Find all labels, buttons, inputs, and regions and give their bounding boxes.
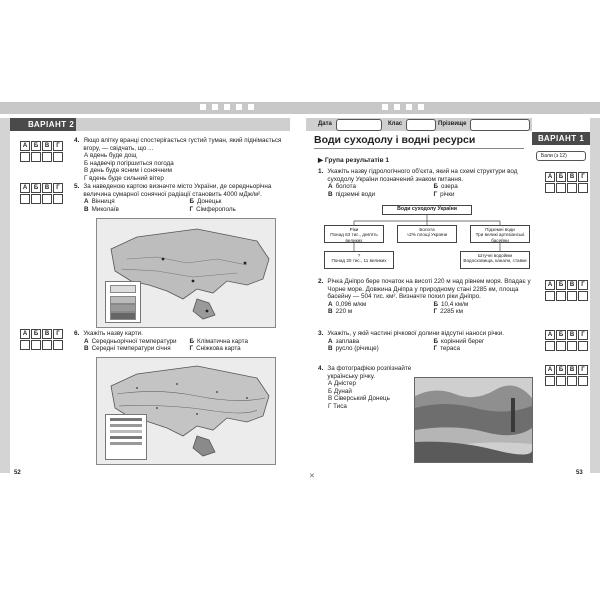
left-variant-tab <box>10 118 76 131</box>
question-text: Якщо влітку вранці спостерігається густий туман, який піднімається вгору, — свідчать, що ... <box>83 137 282 152</box>
question-number: 1. <box>318 168 324 175</box>
answer-letter: Г <box>578 365 588 375</box>
answer-letter: А <box>545 172 555 182</box>
answer-box-q5[interactable] <box>20 183 63 204</box>
option-d[interactable]: Г Сімферополь <box>189 205 236 213</box>
answer-letter: А <box>545 280 555 290</box>
option-b[interactable]: Б Кліматична карта <box>189 337 248 345</box>
option-c[interactable]: В Середні температури січня <box>84 345 171 353</box>
right-page-edge <box>590 118 600 473</box>
answer-box-q4[interactable] <box>20 141 63 162</box>
group-heading-text: Група результатів 1 <box>324 157 390 164</box>
option-d[interactable]: Г річки <box>433 190 455 198</box>
surname-field[interactable] <box>470 119 530 131</box>
top-decor-band <box>0 102 600 114</box>
divider <box>314 148 524 149</box>
decor-square <box>212 104 218 110</box>
answer-letter: Б <box>556 172 566 182</box>
left-question-6 <box>74 330 289 353</box>
option-a[interactable]: А вдень буде дощ <box>84 152 137 160</box>
answer-box-r3[interactable] <box>545 330 588 351</box>
decor-square <box>406 104 412 110</box>
option-b[interactable]: Б надвечір погіршиться погода <box>84 159 174 167</box>
decor-square <box>224 104 230 110</box>
answer-letter: Г <box>53 141 63 151</box>
option-d[interactable]: Г Тиса <box>328 402 347 410</box>
option-a[interactable]: А Вінниця <box>84 198 115 206</box>
decor-square <box>418 104 424 110</box>
left-question-4 <box>74 137 289 183</box>
option-a[interactable]: А Середньорічної температури <box>84 337 177 345</box>
class-field[interactable] <box>406 119 436 131</box>
diagram-box-artificial: Штучні водойми Водосховища, канали, ставки <box>460 251 530 269</box>
answer-letter: В <box>567 365 577 375</box>
left-page-edge <box>0 118 10 473</box>
answer-letter: Г <box>578 330 588 340</box>
score-label: Бали (з 12) <box>541 153 567 159</box>
decor-square <box>382 104 388 110</box>
class-label: Клас <box>388 121 403 127</box>
right-variant-label: ВАРІАНТ 1 <box>538 134 585 143</box>
answer-letter: В <box>42 183 52 193</box>
option-d[interactable]: Г 2285 км <box>433 308 463 316</box>
group-heading <box>318 156 389 164</box>
question-number: 3. <box>318 330 324 337</box>
diagram-box-swamps: Болота ≈2% площі України <box>397 225 457 243</box>
answer-letter: Б <box>556 330 566 340</box>
question-number: 2. <box>318 278 324 285</box>
option-d[interactable]: Г вдень буде сильний вітер <box>84 174 164 182</box>
decor-square <box>236 104 242 110</box>
option-b[interactable]: Б корінний берег <box>433 337 485 345</box>
question-text: Укажіть назву карти. <box>83 330 143 337</box>
option-d[interactable]: Г тераса <box>433 345 461 353</box>
river-photo <box>414 377 533 463</box>
answer-box-r4[interactable] <box>545 365 588 386</box>
option-d[interactable]: Г Сніжкова карта <box>189 345 241 353</box>
diagram-box-groundwater: Підземні води Три великі артезіанські басейни <box>470 225 530 243</box>
question-text: Річка Дніпро бере початок на висоті 220 м над рівнем моря. Впадає у Чорне море. Довжина Дніпра у природному стані 2285 км, площа басейну — 504 тис. км². Визначте похил ріки Дніпро. <box>327 278 531 301</box>
map-legend <box>105 281 141 323</box>
answer-letter: Б <box>556 365 566 375</box>
right-question-4 <box>318 365 418 411</box>
answer-box-q6[interactable] <box>20 329 63 350</box>
diagram-box-unknown: ? Понад 20 тис., 11 великих <box>324 251 394 269</box>
option-c[interactable]: В Сіверський Донець <box>328 395 390 403</box>
answer-box-r1[interactable] <box>545 172 588 193</box>
answer-letter: Б <box>31 141 41 151</box>
option-b[interactable]: Б Донецьк <box>189 198 222 206</box>
diagram-box-rivers: Ріки Понад 63 тис., дев'ять великих <box>324 225 384 243</box>
surname-label: Прізвище <box>438 121 467 127</box>
option-a[interactable]: А болота <box>328 183 356 191</box>
option-b[interactable]: Б Дунай <box>328 387 352 395</box>
map-legend <box>105 414 147 460</box>
question-number: 4. <box>74 137 80 144</box>
left-question-5 <box>74 183 289 213</box>
score-field[interactable] <box>536 151 586 161</box>
answer-letter: В <box>42 329 52 339</box>
answer-letter: А <box>545 365 555 375</box>
option-c[interactable]: В 220 м <box>328 308 353 316</box>
answer-letter: Г <box>53 329 63 339</box>
diagram-top-box: Води суходолу України <box>382 205 472 215</box>
answer-letter: А <box>20 329 30 339</box>
decor-square <box>394 104 400 110</box>
question-text: Укажіть, у якій частині річкової долини відсутні наноси річки. <box>327 330 505 337</box>
option-a[interactable]: А заплава <box>328 337 360 345</box>
question-number: 4. <box>318 365 324 372</box>
option-c[interactable]: В підземні води <box>328 190 376 198</box>
option-c[interactable]: В русло (річище) <box>328 345 379 353</box>
answer-letter: В <box>567 330 577 340</box>
date-label: Дата <box>318 121 332 127</box>
answer-letter: В <box>42 141 52 151</box>
right-question-1 <box>318 168 533 198</box>
option-c[interactable]: В день буде ясним і сонячним <box>84 167 172 175</box>
left-page-number: 52 <box>14 470 21 476</box>
answer-letter: Г <box>578 280 588 290</box>
left-header-band <box>76 118 290 131</box>
section-title: Води суходолу і водні ресурси <box>314 134 476 146</box>
option-b[interactable]: Б 10,4 км/м <box>433 300 469 308</box>
right-page-number: 53 <box>576 470 583 476</box>
answer-box-r2[interactable] <box>545 280 588 301</box>
answer-letter: Г <box>53 183 63 193</box>
decor-square <box>248 104 254 110</box>
answer-letter: Б <box>31 329 41 339</box>
answer-letter: В <box>567 280 577 290</box>
question-number: 6. <box>74 330 80 337</box>
answer-letter: А <box>20 183 30 193</box>
right-question-3 <box>318 330 533 353</box>
option-b[interactable]: Б озера <box>433 183 458 191</box>
answer-letter: В <box>567 172 577 182</box>
date-field[interactable] <box>336 119 382 131</box>
answer-letter: Г <box>578 172 588 182</box>
spine-cross-icon: ✕ <box>309 473 315 480</box>
question-text: Укажіть назву гідрологічного об'єкта, який на схемі структури вод суходолу України позначений знаком питання. <box>327 168 518 183</box>
option-a[interactable]: А 0,096 м/км <box>328 300 367 308</box>
climate-map <box>96 357 276 465</box>
water-structure-diagram <box>322 205 532 273</box>
decor-square <box>200 104 206 110</box>
solar-radiation-map <box>96 218 276 328</box>
triangle-icon: ▶ <box>318 157 324 164</box>
answer-letter: А <box>545 330 555 340</box>
river-photo-graphic <box>415 378 532 462</box>
option-a[interactable]: А Дністер <box>328 380 357 388</box>
question-text: За наведеною картою визначте місто України, де середньорічна величина сумарної сонячної радіації становить 4000 мДж/м². <box>83 183 272 198</box>
question-text: За фотографією розпізнайте українську річку. <box>327 365 412 380</box>
answer-letter: А <box>20 141 30 151</box>
right-question-2 <box>318 278 533 316</box>
question-number: 5. <box>74 183 80 190</box>
left-variant-label: ВАРІАНТ 2 <box>28 120 75 129</box>
option-c[interactable]: В Миколаїв <box>84 205 119 213</box>
right-variant-tab <box>532 132 590 145</box>
answer-letter: Б <box>31 183 41 193</box>
answer-letter: Б <box>556 280 566 290</box>
